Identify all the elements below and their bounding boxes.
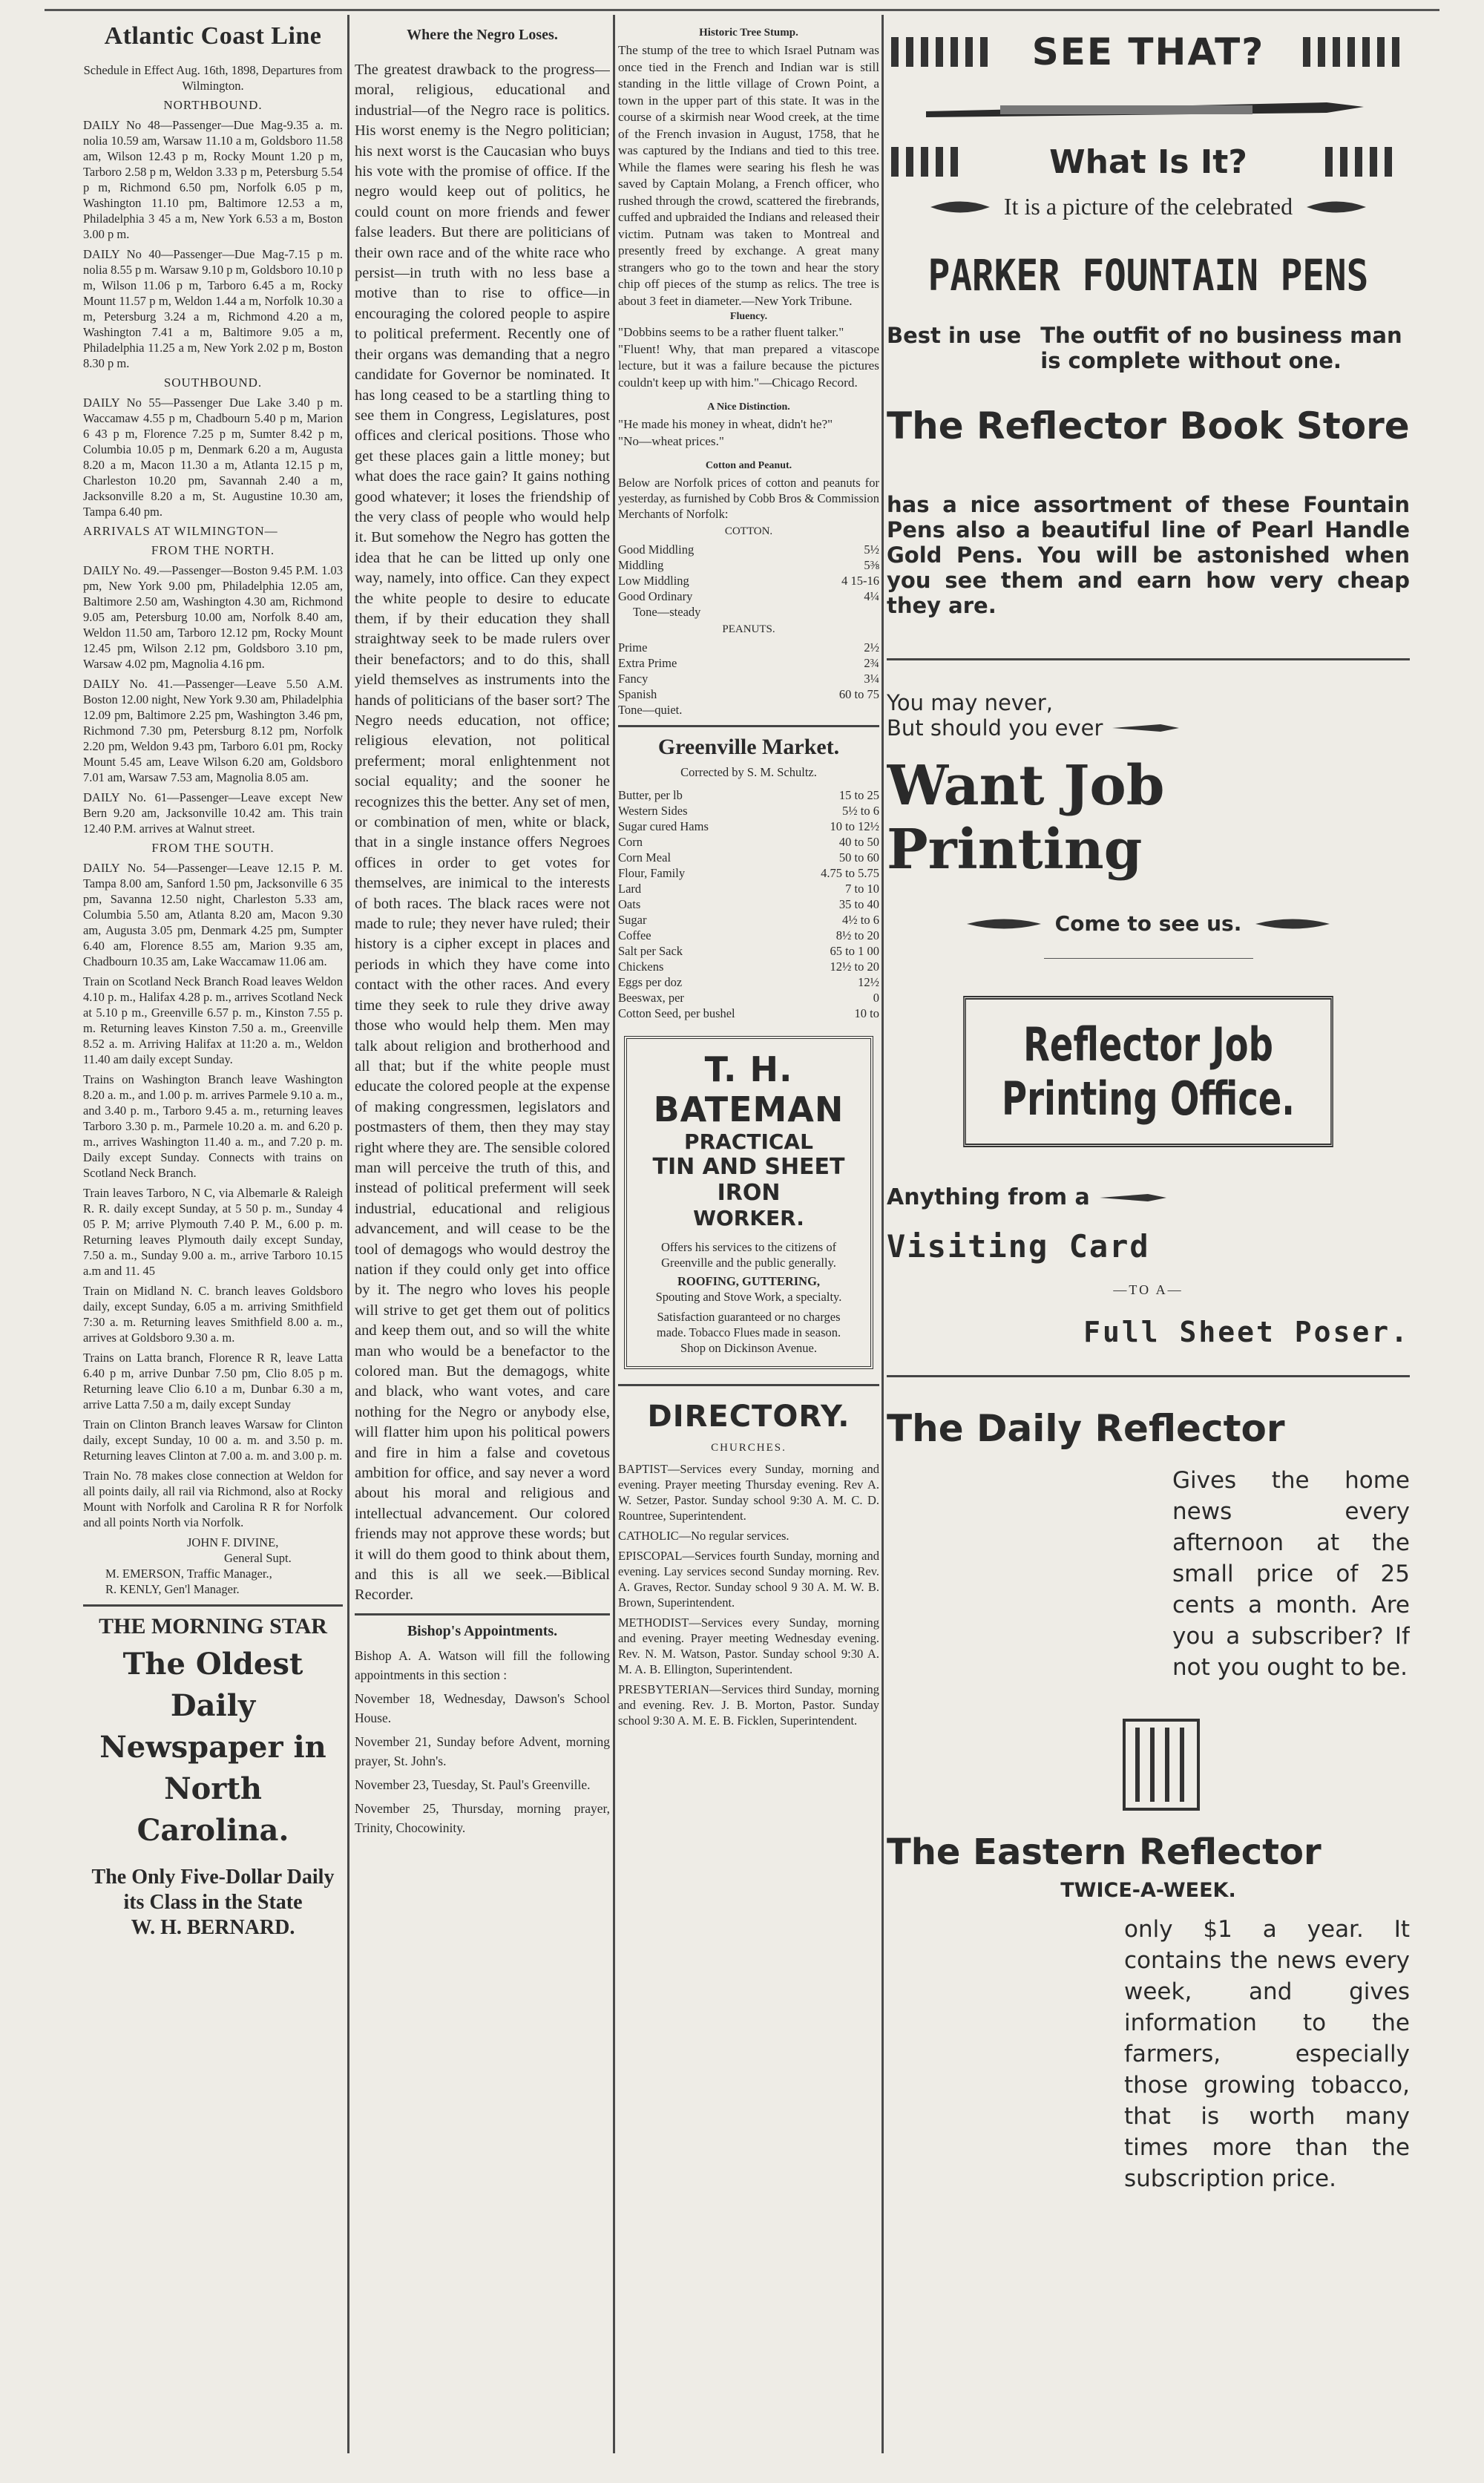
price-row: Sugar 4½ to 6 — [618, 913, 879, 927]
bishop-item: November 21, Sunday before Advent, morning prayer, St. John's. — [355, 1733, 610, 1768]
book-store-text: has a nice assortment of these Fountain Pens also a beautiful line of Pearl Handle Gold Pens. You will be astonished when you see them and earn how very cheap they are. — [887, 492, 1410, 618]
column-editorial — [355, 15, 610, 2453]
railroad-title: Atlantic Coast Line — [104, 22, 322, 50]
price-row: Fancy 3¼ — [618, 672, 879, 686]
price-row: Good Middling 5½ — [618, 542, 879, 557]
fountain-pen-icon — [911, 74, 1386, 141]
northbound-entry: DAILY No 40—Passenger—Due Mag-7.15 p m. nolia 8.55 p m. Warsaw 9.10 p m, Goldsboro 10.10 p m, Wilson 11.06 p m, Tarboro 6.45 a m, Rocky Mount 11.57 p m, Weldon 1.44 a m, Norfolk 10.30 a m, Petersburg 3.24 a m, Richmond 4.20 a m, Washington 7.41 a m, Baltimore 9.05 a m, Philadelphia 11.25 a m, New York 2.02 p m, Boston 8.30 p m. — [83, 247, 343, 370]
price-row: Extra Prime 2¾ — [618, 656, 879, 670]
church-entry: EPISCOPAL—Services fourth Sunday, morning and evening. Lay services second Sunday morning. Rev. A. Graves, Rector. Sunday school 9 30 A. M. W. B. Brown, Superintendent. — [618, 1549, 879, 1610]
price-row: Tone—quiet. — [618, 703, 683, 717]
daily-reflector-text: Gives the home news every afternoon at the small price of 25 cents a month. Are you a subscriber? If not you ought to be. — [1172, 1467, 1410, 1681]
bishop-item: November 18, Wednesday, Dawson's School House. — [355, 1690, 610, 1725]
branch-entry: Train on Midland N. C. branch leaves Goldsboro daily, except Sunday, 6.05 a m. arriving Smithfield 7:30 a. m. Returning leaves Smithfield 8.00 a. m., arrives at Goldsboro 9.30 a. m. — [83, 1284, 343, 1345]
morning-star-line: Daily Newspaper in — [99, 1688, 326, 1765]
northbound-entry: DAILY No 48—Passenger—Due Mag-9.35 a. m. nolia 10.59 am, Warsaw 11.10 a m, Goldsboro 11.58 am, Wilson 12.43 p m, Rocky Mount 1.20 p m, Tarboro 2.58 p m, Weldon 3.33 p m, Petersburg 5.54 p m, Richmond 6.50 pm, Norfolk 6.05 p m, Washington 11.10 pm, Baltimore 12.53 a m, Philadelphia 3 45 a m, New York 6.53 a m, Boston 3.00 p m. — [83, 118, 343, 241]
arrival-entry: DAILY No. 54—Passenger—Leave 12.15 P. M. Tampa 8.00 am, Sanford 1.50 pm, Jacksonville 6 35 pm, Savanna 12.50 night, Charleston 5.33 am, Columbia 5.50 am, Atlanta 8.20 am, Macon 9.30 am, Augusta 3.05 pm, Denmark 4.25 pm, Sumpter 6.40 am, Florence 8.55 am, Marion 9.35 am, Chadbourn 10.35 am, Lake Waccamaw 11.06 am. — [83, 861, 343, 968]
signature-traffic: M. EMERSON, Traffic Manager., — [105, 1567, 272, 1581]
price-row: Coffee 8½ to 20 — [618, 928, 879, 942]
best-in-use: Best in use — [887, 323, 1022, 348]
arrivals-heading: ARRIVALS AT WILMINGTON— — [83, 524, 278, 538]
anything-from-line: Anything from a — [887, 1184, 1090, 1210]
price-row: Chickens 12½ to 20 — [618, 960, 879, 974]
arrival-entry: DAILY No. 41.—Passenger—Leave 5.50 A.M. Boston 12.00 night, New York 9.30 am, Philadelphia 12.09 pm, Baltimore 2.25 pm, Washington 3.46 pm, Richmond 7.30 pm, Petersburg 8.12 pm, Norfolk 2.20 pm, Weldon 9.43 pm, Tarboro 6.01 pm, Rocky Mount 5.45 am, Leave Wilson 6.20 am, Goldsboro 7.01 am, Warsaw 7.53 am, Magnolia 8.05 am. — [83, 677, 343, 784]
hand-pointer-icon — [887, 141, 976, 183]
price-row: Spanish 60 to 75 — [618, 687, 879, 701]
top-border — [45, 9, 1439, 11]
branch-entry: Trains on Washington Branch leave Washington 8.20 a. m., and 1.00 p. m. arrives Parmele 9.10 a. m., and 3.40 p. m., Tarboro 9.45 a. m., returning leaves Tarboro 3.30 p. m., Parmele 10.20 a. m. and 6.20 p. m., arrives Washington 11.40 a. m., and 7.20 p. m. Daily except Sunday. Connects with trains on Scotland Neck Branch. — [83, 1072, 343, 1180]
divider — [618, 1384, 879, 1386]
bateman-text: Offers his services to the citizens of Greenville and the public generally. — [660, 1240, 837, 1270]
price-row: Corn Meal 50 to 60 — [618, 850, 879, 865]
directory-sub: CHURCHES. — [711, 1442, 787, 1454]
morning-star-sub: its Class in the State — [123, 1891, 303, 1914]
stump-body: The stump of the tree to which Israel Putnam was once tied in the French and Indian war is still standing in the little village of Crown Point, a town in the upper part of this state. It was in the course of a skirmish near Wood creek, at the time of the French invasion in August, 1758, that he was captured by the Indians and tied to this tree. While the flames were searing his flesh he was saved by Captain Molang, a French officer, who rushed through the crowd, scattered the firebrands, cuffed and upbraided the Indians and released their victim. Putnam was taken to Montreal and presently freed by exchange. A great many strangers who go to the town and hear the story chip off pieces of the stump as relics. The tree is about 3 feet in diameter.—New York Tribune. — [618, 43, 879, 308]
stump-title: Historic Tree Stump. — [699, 27, 798, 39]
column-rule — [881, 15, 884, 2453]
eastern-reflector-heading: The Eastern Reflector — [887, 1831, 1322, 1873]
editorial-body: The greatest drawback to the progress—moral, religious, educational and industrial—of the Negro race is politics. His worst enemy is the Negro politician; his next worst is the Caucasian who buys his vote with the promise of office. If the negro would keep out of politics, he could count on more friends and fewer false leaders. But there are politicians of their own race and of the white race who persist—in truth with no less base a motive than to rise to office—in encouraging the colored people to aspire to political preferment. Recently one of their organs was demanding that a negro candidate for Governor be nominated. It has long ceased to be a startling thing to see them in Congress, Legislatures, post offices and clerical positions. Those who get these places gain a little money; but what does the race gain? It gains nothing good whatever; it loses the friendship of the very class of people who would help it. But somehow the Negro has gotten the idea that he can be litted up only one way, namely, into office. Can they expect the white people to desire to educate them, if by their education they shall straightway seek to be made rulers over their benefactors; and to do this, shall yield themselves as instruments into the hands of politicians of the baser sort? The Negro needs education, not office; religious elevation, not political preferment; moral enlightenment not social equality; and the sooner he recognizes this the better. Any set of men, or combination of men, white or black, that in a single instance offers Negroes offices in order to get votes for themselves, are inimical to the interests of both races. The black races were not made to rule; they never have ruled; their history is a cipher except in places and periods in which they have come into contact with the other races. And every time they seek to rule they drive away those who would help them. Men may talk about religion and brotherhood and all that; but if the white people must educate the colored people at the expense of making congressmen, legislators and postmasters of them, then they may stay right where they are. The sensible colored man will perceive the truth of this, and instead of political preferment will seek industrial, educational and religious advancement, and will cease to be the tool of demagogs who would destroy the nation if they could only get into office by it. The negro who loves his people will strive to get get them out of politics and keep them out, and so will the white man who would be a benefactor to the colored man. But the demagogs, white and black, who want votes, and care nothing for the Negro or anybody else, will flatter him upon his political powers and fire in him a false and covetous ambition for office, and say never a word about his moral and religious and intellectual advancement. Our colored friends may not approve these words; but it will do them good to think about them, and this is all we seek.—Biblical Recorder. — [355, 62, 610, 1604]
signature-title: General Supt. — [224, 1551, 292, 1565]
distinction-title: A Nice Distinction. — [707, 401, 790, 413]
pointing-hand-icon — [1109, 717, 1183, 739]
arrival-entry: DAILY No. 49.—Passenger—Boston 9.45 P.M. 1.03 pm, New York 9.00 pm, Philadelphia 12.05 am, Baltimore 2.50 am, Washington 4.30 am, Richmond 9.05 am, Petersburg 10.00 am, Norfolk 8.40 am, Weldon 11.50 am, Tarboro 12.12 pm, Rocky Mount 12.45 pm, Wilson 2.12 pm, Goldsboro 3.10 pm, Warsaw 4.02 pm, Magnolia 4.16 pm. — [83, 563, 343, 671]
price-row: Butter, per lb 15 to 25 — [618, 788, 879, 802]
peanut-heading: PEANUTS. — [722, 623, 775, 635]
column-rule — [347, 15, 349, 2453]
from-south-heading: FROM THE SOUTH. — [151, 841, 275, 855]
branch-entry: Train on Scotland Neck Branch Road leaves Weldon 4.10 p. m., Halifax 4.28 p. m., arrives Scotland Neck at 5.10 p m., Greenville 6.57 p. m., Kinston 7.55 p. m. Returning leaves Kinston 7.50 a. m., Greenville 8.52 a. m. Arriving Halifax at 11:20 a. m., Weldon 11.40 am daily except Sunday. — [83, 974, 343, 1066]
divider — [618, 725, 879, 727]
outfit-line: The outfit of no business man is complete without one. — [1040, 323, 1402, 373]
job-office-box: Reflector Job Printing Office. — [963, 996, 1333, 1147]
cotton-heading: COTTON. — [724, 525, 773, 537]
morning-star-title: THE MORNING STAR — [99, 1614, 327, 1639]
bishop-title: Bishop's Appointments. — [407, 1622, 558, 1639]
bateman-advertisement — [624, 1036, 873, 1369]
column-rule — [613, 15, 615, 2453]
flourish-icon — [927, 196, 994, 218]
price-row: Good Ordinary 4¼ — [618, 589, 879, 603]
price-row: Salt per Sack 65 to 1 00 — [618, 944, 879, 958]
southbound-heading: SOUTHBOUND. — [163, 375, 263, 390]
divider — [1044, 958, 1253, 959]
church-entry: CATHOLIC—No regular services. — [618, 1529, 789, 1543]
price-row: Corn 40 to 50 — [618, 835, 879, 849]
signature-manager: R. KENLY, Gen'l Manager. — [105, 1582, 240, 1596]
bishop-intro: Bishop A. A. Watson will fill the following appointments in this section : — [355, 1647, 610, 1682]
morning-star-line: North Carolina. — [137, 1771, 289, 1848]
signature-name: JOHN F. DIVINE, — [187, 1535, 279, 1549]
cotton-intro: Below are Norfolk prices of cotton and peanuts for yesterday, as furnished by Cobb Bros & Commission Merchants of Norfolk: — [618, 476, 879, 521]
bateman-name: T. H. BATEMAN — [653, 1049, 844, 1129]
from-north-heading: FROM THE NORTH. — [151, 543, 275, 557]
column-advertisements — [887, 15, 1410, 2453]
price-row: Eggs per doz 12½ — [618, 975, 879, 989]
bateman-text: Satisfaction guaranteed or no charges made. Tobacco Flues made in season. Shop on Dickinson Avenue. — [656, 1310, 841, 1355]
divider — [83, 1604, 343, 1607]
eastern-reflector-text: only $1 a year. It contains the news every week, and gives information to the farmers, especially those growing tobacco, that is worth many times more than the subscription price. — [1124, 1916, 1410, 2192]
job-printing-heading: Want Job Printing — [887, 754, 1165, 882]
flourish-icon — [1252, 914, 1333, 934]
flourish-icon — [1303, 196, 1370, 218]
bateman-line: TIN AND SHEET IRON — [652, 1154, 845, 1206]
you-may-line: You may never, — [887, 690, 1053, 715]
schedule-note: Schedule in Effect Aug. 16th, 1898, Departures from Wilmington. — [83, 63, 343, 93]
church-entry: METHODIST—Services every Sunday, morning and evening. Prayer meeting Wednesday evening. Rev. N. M. Watson, Pastor. Sunday school 9:30 A. M. A. B. Ellington, Superintendent. — [618, 1616, 879, 1676]
to-a-line: —TO A— — [1113, 1282, 1183, 1297]
bateman-text: Spouting and Stove Work, a specialty. — [655, 1290, 842, 1304]
northbound-heading: NORTHBOUND. — [163, 98, 263, 112]
price-row: Tone—steady — [633, 605, 701, 619]
branch-entry: Train No. 78 makes close connection at Weldon for all points daily, all rail via Richmond, also at Rocky Mount with Norfolk and Carolina R R for Norfolk and all points North via Norfolk. — [83, 1469, 343, 1529]
picture-caption: It is a picture of the celebrated — [1003, 193, 1293, 220]
price-row: Beeswax, per 0 — [618, 991, 879, 1005]
price-row: Oats 35 to 40 — [618, 897, 879, 911]
branch-entry: Train on Clinton Branch leaves Warsaw for Clinton daily, except Sunday, 10 00 a. m. and 3.50 p. m. Returning leaves Clinton at 7.00 a. m. and 3.00 p. m. — [83, 1417, 343, 1463]
bateman-text: ROOFING, GUTTERING, — [677, 1274, 821, 1288]
divider — [887, 1375, 1410, 1377]
fluency-title: Fluency. — [729, 311, 768, 322]
daily-reflector-heading: The Daily Reflector — [887, 1407, 1285, 1450]
price-row: Sugar cured Hams 10 to 12½ — [618, 819, 879, 833]
flourish-icon — [963, 914, 1045, 934]
morning-star-line: The Oldest — [122, 1647, 303, 1682]
church-entry: BAPTIST—Services every Sunday, morning and evening. Prayer meeting Thursday evening. Rev A. W. Setzer, Pastor. Sunday school 9:30 A. M. C. D. Rountree, Superintendent. — [618, 1462, 879, 1523]
bateman-line: WORKER. — [693, 1206, 804, 1230]
price-row: Low Middling 4 15-16 — [618, 574, 879, 588]
fluency-body: "Dobbins seems to be a rather fluent talker." "Fluent! Why, that man prepared a vitascope lecture, but it was a failure because the pictures couldn't keep up with him."—Chicago Record. — [618, 325, 879, 390]
distinction-body: "He made his money in wheat, didn't he?" "No—wheat prices." — [618, 417, 833, 448]
full-sheet-line: Full Sheet Poser. — [1083, 1316, 1410, 1348]
editorial-title: Where the Negro Loses. — [407, 27, 558, 43]
price-row: Cotton Seed, per bushel 10 to — [618, 1006, 879, 1020]
bateman-line: PRACTICAL — [684, 1129, 813, 1154]
parker-pens-heading: PARKER FOUNTAIN PENS — [928, 250, 1369, 301]
market-sub: Corrected by S. M. Schultz. — [680, 765, 817, 779]
hand-pointer-icon — [887, 30, 998, 74]
market-title: Greenville Market. — [657, 735, 840, 759]
church-entry: PRESBYTERIAN—Services third Sunday, morning and evening. Rev. J. B. Morton, Pastor. Sunday school 9:30 A. M. E. B. Ficklen, Superintendent. — [618, 1682, 879, 1728]
price-row: Flour, Family 4.75 to 5.75 — [618, 866, 879, 880]
column-railroad — [83, 15, 343, 2453]
divider — [355, 1613, 610, 1616]
book-store-heading: The Reflector Book Store — [887, 404, 1410, 447]
visiting-card-line: Visiting Card — [887, 1228, 1150, 1265]
arrival-entry: DAILY No. 61—Passenger—Leave except New Bern 9.20 am, Jacksonville 10.42 am. This train 12.40 P.M. arrives at Walnut street. — [83, 790, 343, 836]
price-row: Middling 5⅜ — [618, 558, 879, 572]
price-row: Prime 2½ — [618, 640, 879, 655]
cotton-title: Cotton and Peanut. — [705, 460, 792, 471]
twice-a-week: TWICE-A-WEEK. — [1060, 1879, 1236, 1902]
price-row: Western Sides 5½ to 6 — [618, 804, 879, 818]
morning-star-publisher: W. H. BERNARD. — [131, 1916, 295, 1939]
hand-pointer-icon — [1298, 30, 1410, 74]
directory-title: DIRECTORY. — [647, 1400, 850, 1434]
column-miscellany — [618, 15, 879, 2453]
should-you-line: But should you ever — [887, 715, 1103, 741]
what-is-it-heading: What Is It? — [1049, 142, 1247, 181]
bishop-item: November 23, Tuesday, St. Paul's Greenville. — [355, 1777, 591, 1792]
come-see-us: Come to see us. — [1054, 911, 1242, 936]
divider — [887, 658, 1410, 660]
see-that-heading: SEE THAT? — [1031, 30, 1265, 73]
branch-entry: Trains on Latta branch, Florence R R, leave Latta 6.40 p m, arrive Dunbar 7.50 pm, Clio 8.05 p m. Returning leave Clio 6.10 a m, Dunbar 6.30 a m, arrive Latta 7.50 a m, daily except Sunday — [83, 1351, 343, 1411]
southbound-entry: DAILY No 55—Passenger Due Lake 3.40 p m. Waccamaw 4.55 p m, Chadbourn 5.40 p m, Marion 6 43 p m, Florence 7.25 p m, Sumter 8.42 p m, Columbia 10.05 p m, Denmark 6.20 a m, Augusta 8.20 a m, Macon 11.30 a m, Atlanta 12.15 p m, Charleston 10.20 pm, Savannah 2.40 a m, Jacksonville 8.20 a m, St. Augustine 10.30 am, Tampa 6.40 pm. — [83, 396, 343, 519]
newspaper-illustration-icon — [1117, 1713, 1206, 1817]
morning-star-sub: The Only Five-Dollar Daily — [91, 1866, 335, 1889]
pointing-hand-icon — [1096, 1187, 1170, 1209]
price-row: Lard 7 to 10 — [618, 882, 879, 896]
branch-entry: Train leaves Tarboro, N C, via Albemarle & Raleigh R. R. daily except Sunday, at 5 50 p. m., Sunday 4 05 P. M; arrive Plymouth 7.40 P. M., 6.00 p. m. Returning leaves Plymouth daily except Sunday, 7.50 a. m., Sunday 9.00 a. m., arrive Tarboro 10.15 a.m and 11. 45 — [83, 1186, 343, 1278]
hand-pointer-icon — [1321, 141, 1410, 183]
bishop-item: November 25, Thursday, morning prayer, Trinity, Chocowinity. — [355, 1800, 610, 1835]
